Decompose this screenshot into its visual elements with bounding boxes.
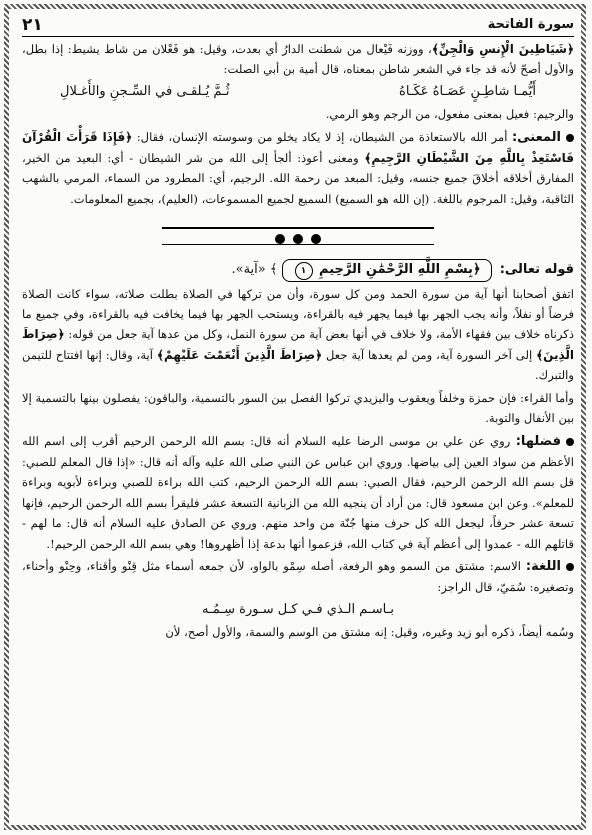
paragraph-meaning (22, 127, 574, 210)
bullet-icon (566, 563, 574, 571)
separator-rule (162, 244, 434, 246)
quran-verse: ﴿صِرَاطَ الَّذِينَ﴾ (22, 327, 574, 362)
poem-hemistich-right: أَيُّمـا شاطِـنٍ عَصَـاهُ عَكَـاهُ (399, 83, 536, 99)
paragraph-text: روي عن علي بن موسى الرضا عليه السلام أنه قال: بسم الله الرحمن الرحيم أقرب إلى اسم الله الأعظم من سواد العين إلى بياضها. وروي ابن عباس عن النبي صلى الله عليه وآله أنه قال: «إذا قال المعلم للصبي: قل بسم الله الرحمن الرحيم، فقال الصبي: بسم الله الرحمن الرحيم، كتب الله براءة للصبي وبراءة لأبويه وبراءة للمعلم». وعن ابن مسعود قال: من أراد أن ينجيه الله من الزبانية التسعة عشر فليقرأ بسم الله الرحمن الرحيم، فإنها تسعة عشر حرفاً، ليجعل الله كل حرف منها جُنّة من واحد منهم. وروي عن الصادق عليه السلام أنه قال: ما لهم - قاتلهم الله - عمدوا إلى أعظم آية في كتاب الله، فزعموا أنها بدعة إذا أظهروها! وهي بسم الله الرحمن الرحيم!. (22, 433, 574, 551)
ayah-number-icon: ١ (295, 262, 313, 280)
basmala-text: ﴿بِسْمِ اللَّهِ الرَّحْمَٰنِ الرَّحِيمِ (319, 262, 481, 278)
paragraph-text: ومعنى أعوذ: ألجأ إلى الله من شر الشيطان - أي: البعيد من الخير، المفارق أخلاقه أخلاقَ جميع جنسه، وقيل: المبعد من رحمة الله. الرجيم، أي: المطرود من السماء، المرمي بالشهب الثاقبة، وقيل: المرجوم باللغة. (إن الله هو السميع) السميع لجميع المسموعات، (العليم)، بجميع المعلومات. (22, 151, 574, 206)
quran-verse: ﴿شَيَاطِينَ الْإِنسِ وَالْجِنِّ﴾ (431, 42, 575, 56)
verse-intro: قوله تعالى: (499, 262, 574, 278)
poem-verse: بـاسـم الـذي فـي كـل سـورة سِـمُـه (202, 601, 394, 617)
paragraph-text: آية، وقال: إنها افتتاح للتيمن والتبرك. (22, 347, 574, 383)
page-content (22, 14, 574, 822)
paragraph-virtue (22, 431, 574, 554)
paragraph-text: أمر الله بالاستعاذة من الشيطان، إذ لا يكاد يخلو من وسوسته الإنسان، فقال: (136, 129, 512, 144)
section-label-language: اللغة: (525, 558, 561, 574)
section-separator (22, 227, 574, 245)
paragraph-language (22, 556, 574, 598)
paragraph-ruling (22, 284, 574, 386)
paragraph-text: اتفق أصحابنا أنها آية من سورة الحمد ومن كل سورة، وأن من تركها في الصلاة بطلت صلاته، سواء كانت الصلاة فرضاً أو نفلاً، وأنه يجب الجهر بها فيما يجهر فيه بالقراءة، ويستحب الجهر بها فيما يخافت فيه بالقراءة، وفي جميع ما ذكرناه خلاف بين فقهاء الأمة، ولا خلاف في أنها بعض آية من سورة النمل، وكل من عدها آية جعل من قوله: (22, 286, 574, 342)
poem-line (22, 600, 574, 620)
separator-dots (271, 230, 325, 250)
paragraph-shaytan (22, 39, 574, 80)
page-number: ٢١ (22, 14, 43, 35)
surah-title: سورة الفاتحة (487, 16, 574, 32)
paragraph-readers: وأما القراء: فإن حمزة وخلفاً ويعقوب واليزيدي تركوا الفصل بين السور بالتسمية، والباقون: يفصلون بينها بالتسمية إلا بين الأنفال والتوبة. (22, 390, 574, 426)
bullet-icon (566, 438, 574, 446)
paragraph-derivation: وسُمه أيضاً، ذكره أبو زيد وغيره، وقيل: إنه مشتق من الوسم والسمة، والأول أصح، لأن (165, 625, 574, 640)
quran-verse: ﴿فَإِذَا قَرَأْتَ الْقُرْآنَ فَاسْتَعِذْ بِاللَّهِ مِنَ الشَّيْطَانِ الرَّجِيمِ﴾ (22, 129, 574, 166)
running-head (22, 14, 574, 37)
basmala-verse (282, 259, 492, 281)
paragraph-text: إلى آخر السورة آية، ومن لم يعدها آية جعل (322, 347, 537, 362)
section-label-virtue: فضلها: (515, 433, 561, 449)
poem-hemistich-left: ثُـمَّ يُـلقـى في السِّـجنِ والأَغـلالِ (60, 83, 230, 99)
bullet-icon (566, 134, 574, 142)
section-label-meaning: المعنى: (511, 129, 561, 145)
ayah-label: ﴾ «آية». (231, 262, 278, 278)
paragraph-rajim: والرجيم: فعيل بمعنى مفعول، من الرجم وهو الرمي. (325, 107, 574, 122)
basmala-heading (22, 259, 574, 281)
quran-verse: ﴿صِرَاطَ الَّذِينَ أَنْعَمْتَ عَلَيْهِمْ﴾ (156, 347, 323, 362)
separator-rule (162, 227, 434, 229)
paragraph-text: ، ووزنه فَيْعال من شطنت الدارُ أي بعدت، وقيل: هو فَعْلان من شاط يشيط: إذا بطل، والأول أصحّ لأنه قد جاء في الشعر شاطن بمعناه، قال أمية بن أبي الصلت: (22, 42, 574, 77)
paragraph-text: الاسم: مشتق من السمو وهو الرفعة، أصله سِمْو بالواو، لأن جمعه أسماء مثل قِنْو وأقناء، وحِنْو وأحناء، وتصغيره: سُمَيّ، قال الراجز: (22, 558, 574, 595)
poem-line (22, 82, 574, 102)
